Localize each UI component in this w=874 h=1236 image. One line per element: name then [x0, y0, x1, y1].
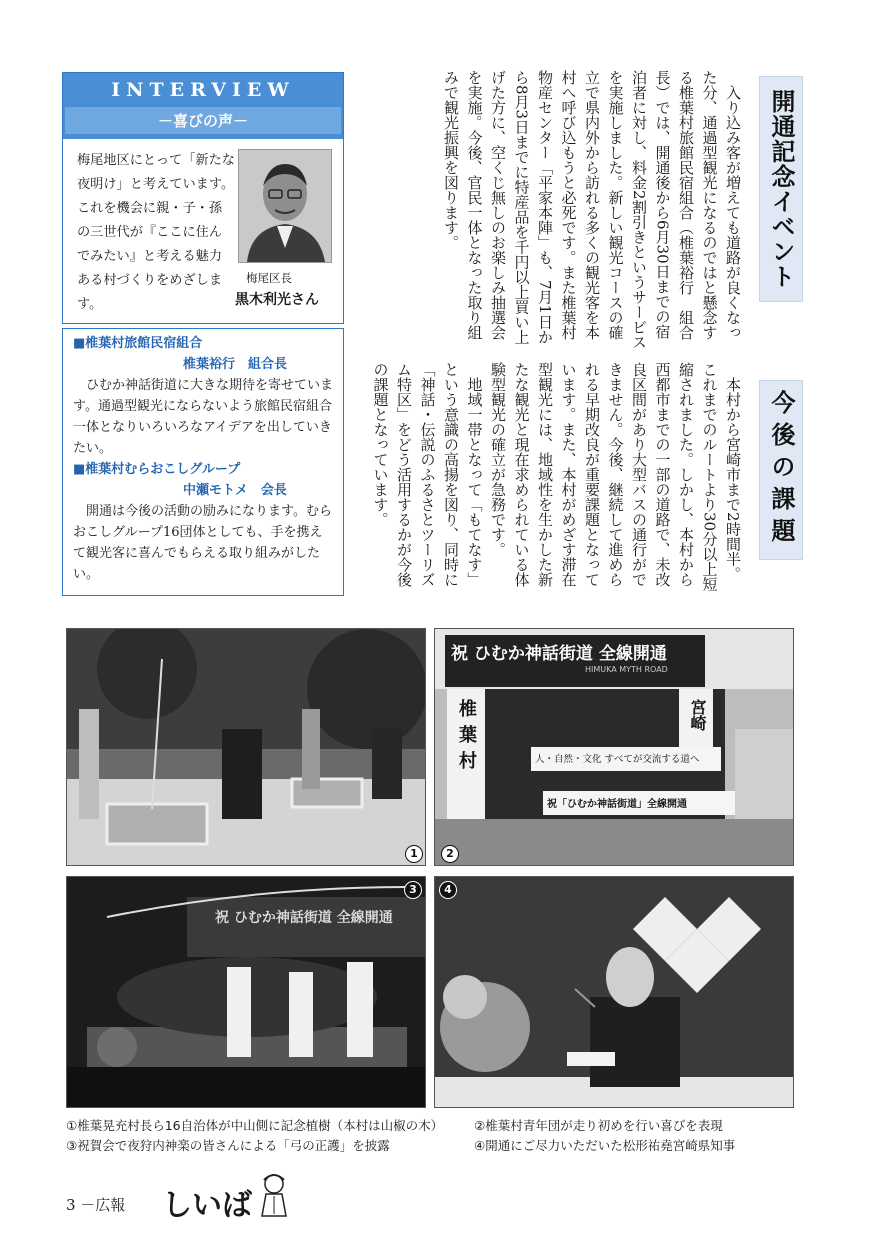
caption-4: ④開通にご尽力いただいた松形祐堯宮崎県知事 [474, 1138, 736, 1153]
article-event-body [354, 70, 744, 353]
photo-number: 3 [404, 881, 422, 899]
caption-2: ②椎葉村青年団が走り初めを行い喜びを表現 [474, 1118, 723, 1133]
stage-banner: 祝 ひむか神話街道 全線開通 [215, 910, 393, 926]
runners-banner: 人・自然・文化 すべてが交流する道へ [535, 754, 700, 765]
comment-text: 開通は今後の活動の励みになります。むらおこしグループ16団体としても、手を携えて観光客に喜んでもらえる取り組みがしたい。 [73, 504, 332, 582]
photo-number: 2 [441, 845, 459, 863]
interview-subtitle: －喜びの声－ [65, 107, 341, 134]
caption-1: ①椎葉晃充村長ら16自治体が中山側に記念植樹（本村は山椒の木） [66, 1118, 444, 1133]
interviewee-role: 梅尾区長 [246, 271, 292, 285]
caption-3: ③祝賀会で夜狩内神楽の皆さんによる「弓の正護」を披露 [66, 1138, 390, 1153]
comment-person: 椎葉裕行 組合長 [183, 357, 288, 372]
section-heading-issues: 今後の課題 [759, 380, 803, 560]
comments-box [62, 328, 344, 596]
magazine-title: しいば [162, 1188, 252, 1223]
interviewee-portrait [238, 149, 332, 263]
article-paragraph: 入り込み客が増えても道路が良くなった分、通過型観光になるのではと懸念する椎葉村旅館民宿組合（椎葉裕行 組合長）では、開通後から6月30日までの宿泊者に対し、料金2割引きというサービスを実施しました。新しい観光コースの確立で県内外から訪れる多くの観光客を本村へ呼び込もうと必死です。また椎葉村物産センター「平家本陣」も、7月1日から8月3日までに特産品を千円以上買い上げた方に、空くじ無しのお楽しみ抽選会を実施。今後、官民一体となった取り組みで観光振興を図ります。 [442, 70, 742, 350]
page-number: 3 －広報 [66, 1196, 126, 1214]
interview-header [63, 73, 343, 139]
celebration-banner: 祝「ひむか神話街道」全線開通 [547, 799, 687, 810]
article-paragraph: 地域一帯となって「もてなす」という意識の高揚を図り、同時に「神話・伝説のふるさとツーリズム特区」をどう活用するかが今後の課題となっています。 [371, 362, 484, 587]
mascot-icon [258, 1172, 290, 1218]
comment-item [73, 333, 333, 459]
interview-title: INTERVIEW [111, 79, 295, 101]
photo-governor-speech [434, 876, 794, 1108]
photo-number: 4 [439, 881, 457, 899]
photo-number: 1 [405, 845, 423, 863]
article-issues-body [354, 362, 744, 594]
article-paragraph: 本村から宮崎市まで2時間半。これまでのルートより30分以上短縮されました。しかし、本村から西都市までの一部の道路で、未改良区間があり大型バスの通行ができません。今後、継続して進められる早期改良が重要課題となっています。また、本村がめざす滞在型観光には、地域性を生かした新たな観光と現在求められている体験型観光の確立が急務です。 [489, 362, 742, 592]
comment-person: 中瀬モトメ 会長 [183, 483, 287, 498]
tunnel-banner-sub: HIMUKA MYTH ROAD [585, 665, 668, 674]
comment-text: ひむか神話街道に大きな期待を寄せています。通過型観光にならないよう旅館民宿組合一体となりいろいろなアイデアを出していきたい。 [73, 378, 334, 456]
interview-box [62, 72, 344, 324]
comment-org: ■椎葉村むらおこしグループ [73, 462, 241, 477]
sign-miyazaki: 宮崎 [688, 699, 707, 731]
interview-body: 梅尾地区にとって「新たな夜明け」と考えています。これを機会に親・子・孫の三世代が『ここに住んでみたい』と考える魅力ある村づくりをめざします。 [77, 153, 235, 312]
tunnel-banner: 祝 ひむか神話街道 全線開通 [451, 644, 667, 664]
comment-org: ■椎葉村旅館民宿組合 [73, 336, 203, 351]
photo-tunnel-opening [434, 628, 794, 866]
section-heading-event: 開通記念イベント [759, 76, 803, 302]
photo-kagura-dance [66, 876, 426, 1108]
sign-shiiba: 椎葉村 [456, 699, 477, 777]
comment-item [73, 459, 333, 585]
interviewee-name: 黒木利光さん [235, 292, 319, 308]
photo-tree-planting [66, 628, 426, 866]
